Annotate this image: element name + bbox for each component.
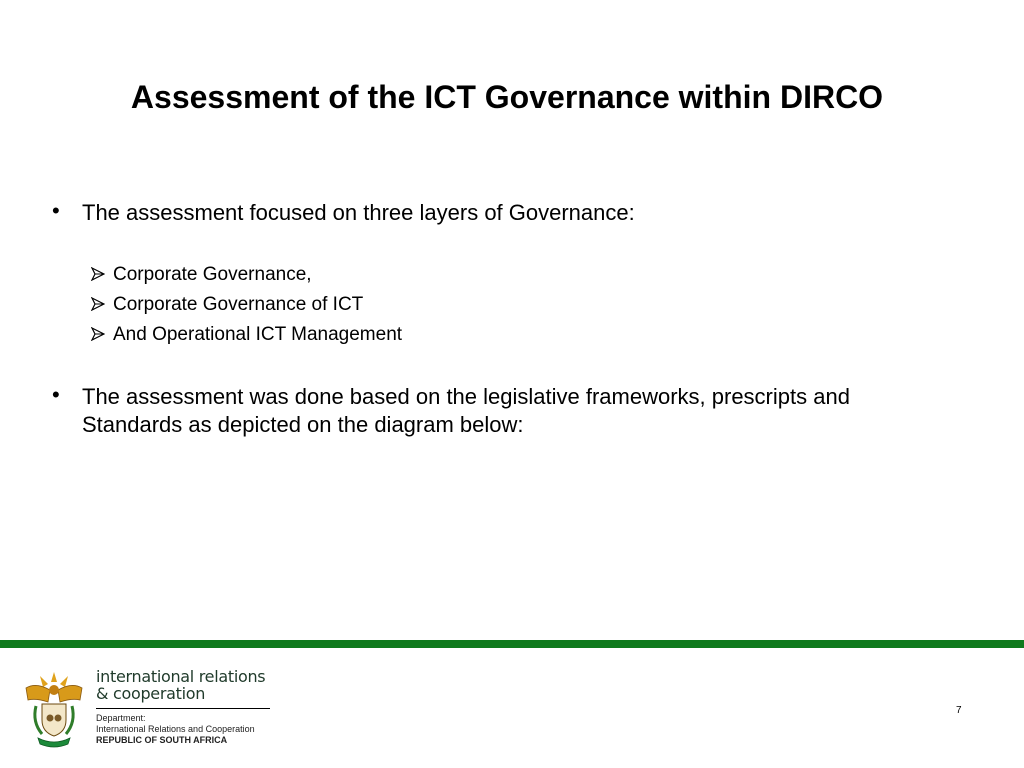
brand-divider [96, 708, 270, 709]
brand-line-1: international relations [96, 667, 266, 686]
sub-list-text: Corporate Governance, [113, 264, 312, 285]
sub-list-text: Corporate Governance of ICT [113, 294, 364, 315]
footer [0, 648, 1024, 768]
slide-title: Assessment of the ICT Governance within DIRCO [130, 79, 884, 115]
bullet-item [52, 383, 932, 439]
department-label: Department: [96, 713, 146, 723]
sub-list-item [91, 323, 402, 347]
bullet-dot-icon: • [52, 382, 60, 407]
coat-of-arms-icon [22, 670, 86, 750]
page-number: 7 [956, 705, 962, 716]
sub-list-item [91, 293, 363, 317]
brand-block [96, 668, 276, 746]
country-name: REPUBLIC OF SOUTH AFRICA [96, 735, 228, 745]
bullet-item [52, 199, 932, 227]
arrow-bullet-icon [91, 297, 105, 311]
bullet-text: The assessment was done based on the legislative frameworks, prescripts and Standards as depicted on the diagram below: [82, 384, 850, 437]
bullet-dot-icon: • [52, 198, 60, 223]
arrow-bullet-icon [91, 327, 105, 341]
sub-list-text: And Operational ICT Management [113, 324, 403, 345]
brand-line-2: & cooperation [96, 684, 206, 703]
footer-green-band [0, 640, 1024, 648]
bullet-text: The assessment focused on three layers of Governance: [82, 200, 635, 225]
sub-list-item [91, 263, 312, 287]
department-name: International Relations and Cooperation [96, 724, 255, 734]
arrow-bullet-icon [91, 267, 105, 281]
